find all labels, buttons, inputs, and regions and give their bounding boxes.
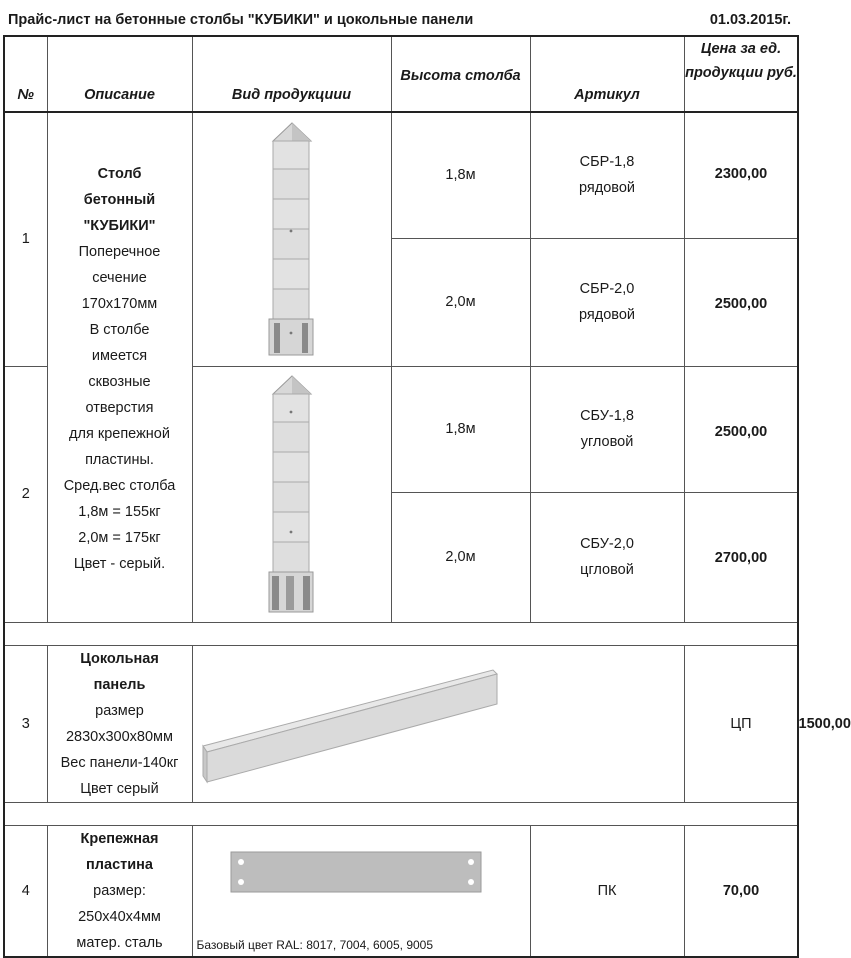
price-cell: 2300,00	[684, 112, 798, 238]
article-type: цгловой	[580, 562, 634, 578]
article-cell	[530, 492, 684, 622]
height-cell: 2,0м	[391, 238, 530, 366]
date-label: 01.03.2015г.	[709, 12, 791, 28]
pillar-image-cell-2	[192, 366, 391, 622]
price-cell: 2500,00	[684, 366, 798, 492]
plate-image	[231, 852, 491, 902]
pillar-image	[257, 119, 327, 359]
spacer-row	[4, 622, 798, 645]
table-header-row	[4, 36, 798, 112]
col-header-view: Вид продукциии	[192, 36, 391, 112]
col-header-num: №	[4, 36, 47, 112]
desc-line: для крепежной	[69, 426, 170, 442]
desc-line: 1,8м = 155кг	[78, 504, 161, 520]
col-header-article: Артикул	[530, 36, 684, 112]
article-cell	[530, 238, 684, 366]
row-number-3: 3	[4, 645, 47, 802]
desc-line: сквозные	[88, 374, 151, 390]
desc-title-line: панель	[93, 676, 146, 693]
article-cell	[530, 366, 684, 492]
panel-image-cell	[192, 645, 684, 802]
price-cell: 2700,00	[684, 492, 798, 622]
desc-line: Вес панели-140кг	[60, 754, 179, 771]
table-row	[4, 825, 798, 957]
height-cell: 1,8м	[391, 112, 530, 238]
desc-line: 2,0м = 175кг	[78, 530, 161, 546]
table-row: 3 Цокольная панель размер 2830х300х80мм Вес панели-140кг Цвет серый ЦП 1500,00	[4, 645, 798, 802]
desc-line: размер	[95, 702, 144, 719]
col-header-desc: Описание	[47, 36, 192, 112]
panel-image	[193, 654, 523, 794]
article-cell: ПК	[530, 825, 684, 957]
price-cell: 70,00	[684, 825, 798, 957]
desc-line: 2830х300х80мм	[65, 728, 173, 745]
desc-line: отверстия	[85, 400, 154, 416]
spacer-cell	[4, 622, 798, 645]
plate-description	[47, 825, 192, 957]
spacer-row	[4, 802, 798, 825]
price-cell: 2500,00	[684, 238, 798, 366]
col-header-height: Высота столба	[391, 36, 530, 112]
row-number-1: 1	[4, 112, 47, 366]
pillar-image-cell-1	[192, 112, 391, 366]
desc-line: размер:	[93, 882, 146, 899]
article-code: СБР-2,0	[579, 281, 635, 297]
spacer-cell	[4, 802, 798, 825]
article-type: рядовой	[579, 307, 635, 323]
desc-title-line: пластина	[86, 856, 153, 873]
article-code: СБУ-2,0	[580, 536, 634, 552]
pillar-description	[47, 112, 192, 622]
desc-line: матер. сталь	[76, 934, 163, 951]
panel-description	[47, 645, 192, 802]
height-cell: 2,0м	[391, 492, 530, 622]
desc-line: Поперечное	[78, 244, 161, 260]
title-row	[0, 8, 800, 32]
price-table	[3, 35, 851, 958]
desc-line: 170х170мм	[81, 296, 158, 312]
desc-line: Сред.вес столба	[63, 478, 176, 494]
plate-image-cell	[192, 825, 530, 957]
article-cell	[530, 112, 684, 238]
article-type: рядовой	[579, 180, 635, 197]
row-number-2: 2	[4, 366, 47, 622]
pillar-image	[257, 372, 327, 617]
desc-title-line: Крепежная	[80, 830, 159, 847]
desc-line: Цвет серый	[80, 780, 159, 797]
article-code: СБР-1,8	[579, 154, 635, 171]
ral-color-note: Базовый цвет RAL: 8017, 7004, 6005, 9005	[196, 937, 434, 952]
desc-title-line: бетонный	[83, 192, 156, 208]
article-code: СБУ-1,8	[580, 408, 634, 424]
desc-title-line: Столб	[97, 166, 142, 182]
desc-line: пластины.	[85, 452, 154, 468]
desc-line: имеется	[91, 348, 148, 364]
article-type: угловой	[580, 434, 634, 450]
row-number-4: 4	[4, 825, 47, 957]
desc-line: 250х40х4мм	[78, 908, 161, 925]
desc-line: В столбе	[89, 322, 150, 338]
desc-line: Цвет - серый.	[73, 556, 166, 572]
article-cell: ЦП	[684, 645, 798, 802]
desc-title-line: Цокольная	[80, 650, 159, 667]
desc-title-line: "КУБИКИ"	[83, 218, 156, 234]
desc-line: сечение	[92, 270, 147, 286]
height-cell: 1,8м	[391, 366, 530, 492]
page-title: Прайс-лист на бетонные столбы "КУБИКИ" и цокольные панели	[8, 12, 474, 28]
table-row	[4, 112, 798, 238]
col-header-price: Цена за ед. продукции руб.	[684, 36, 798, 112]
